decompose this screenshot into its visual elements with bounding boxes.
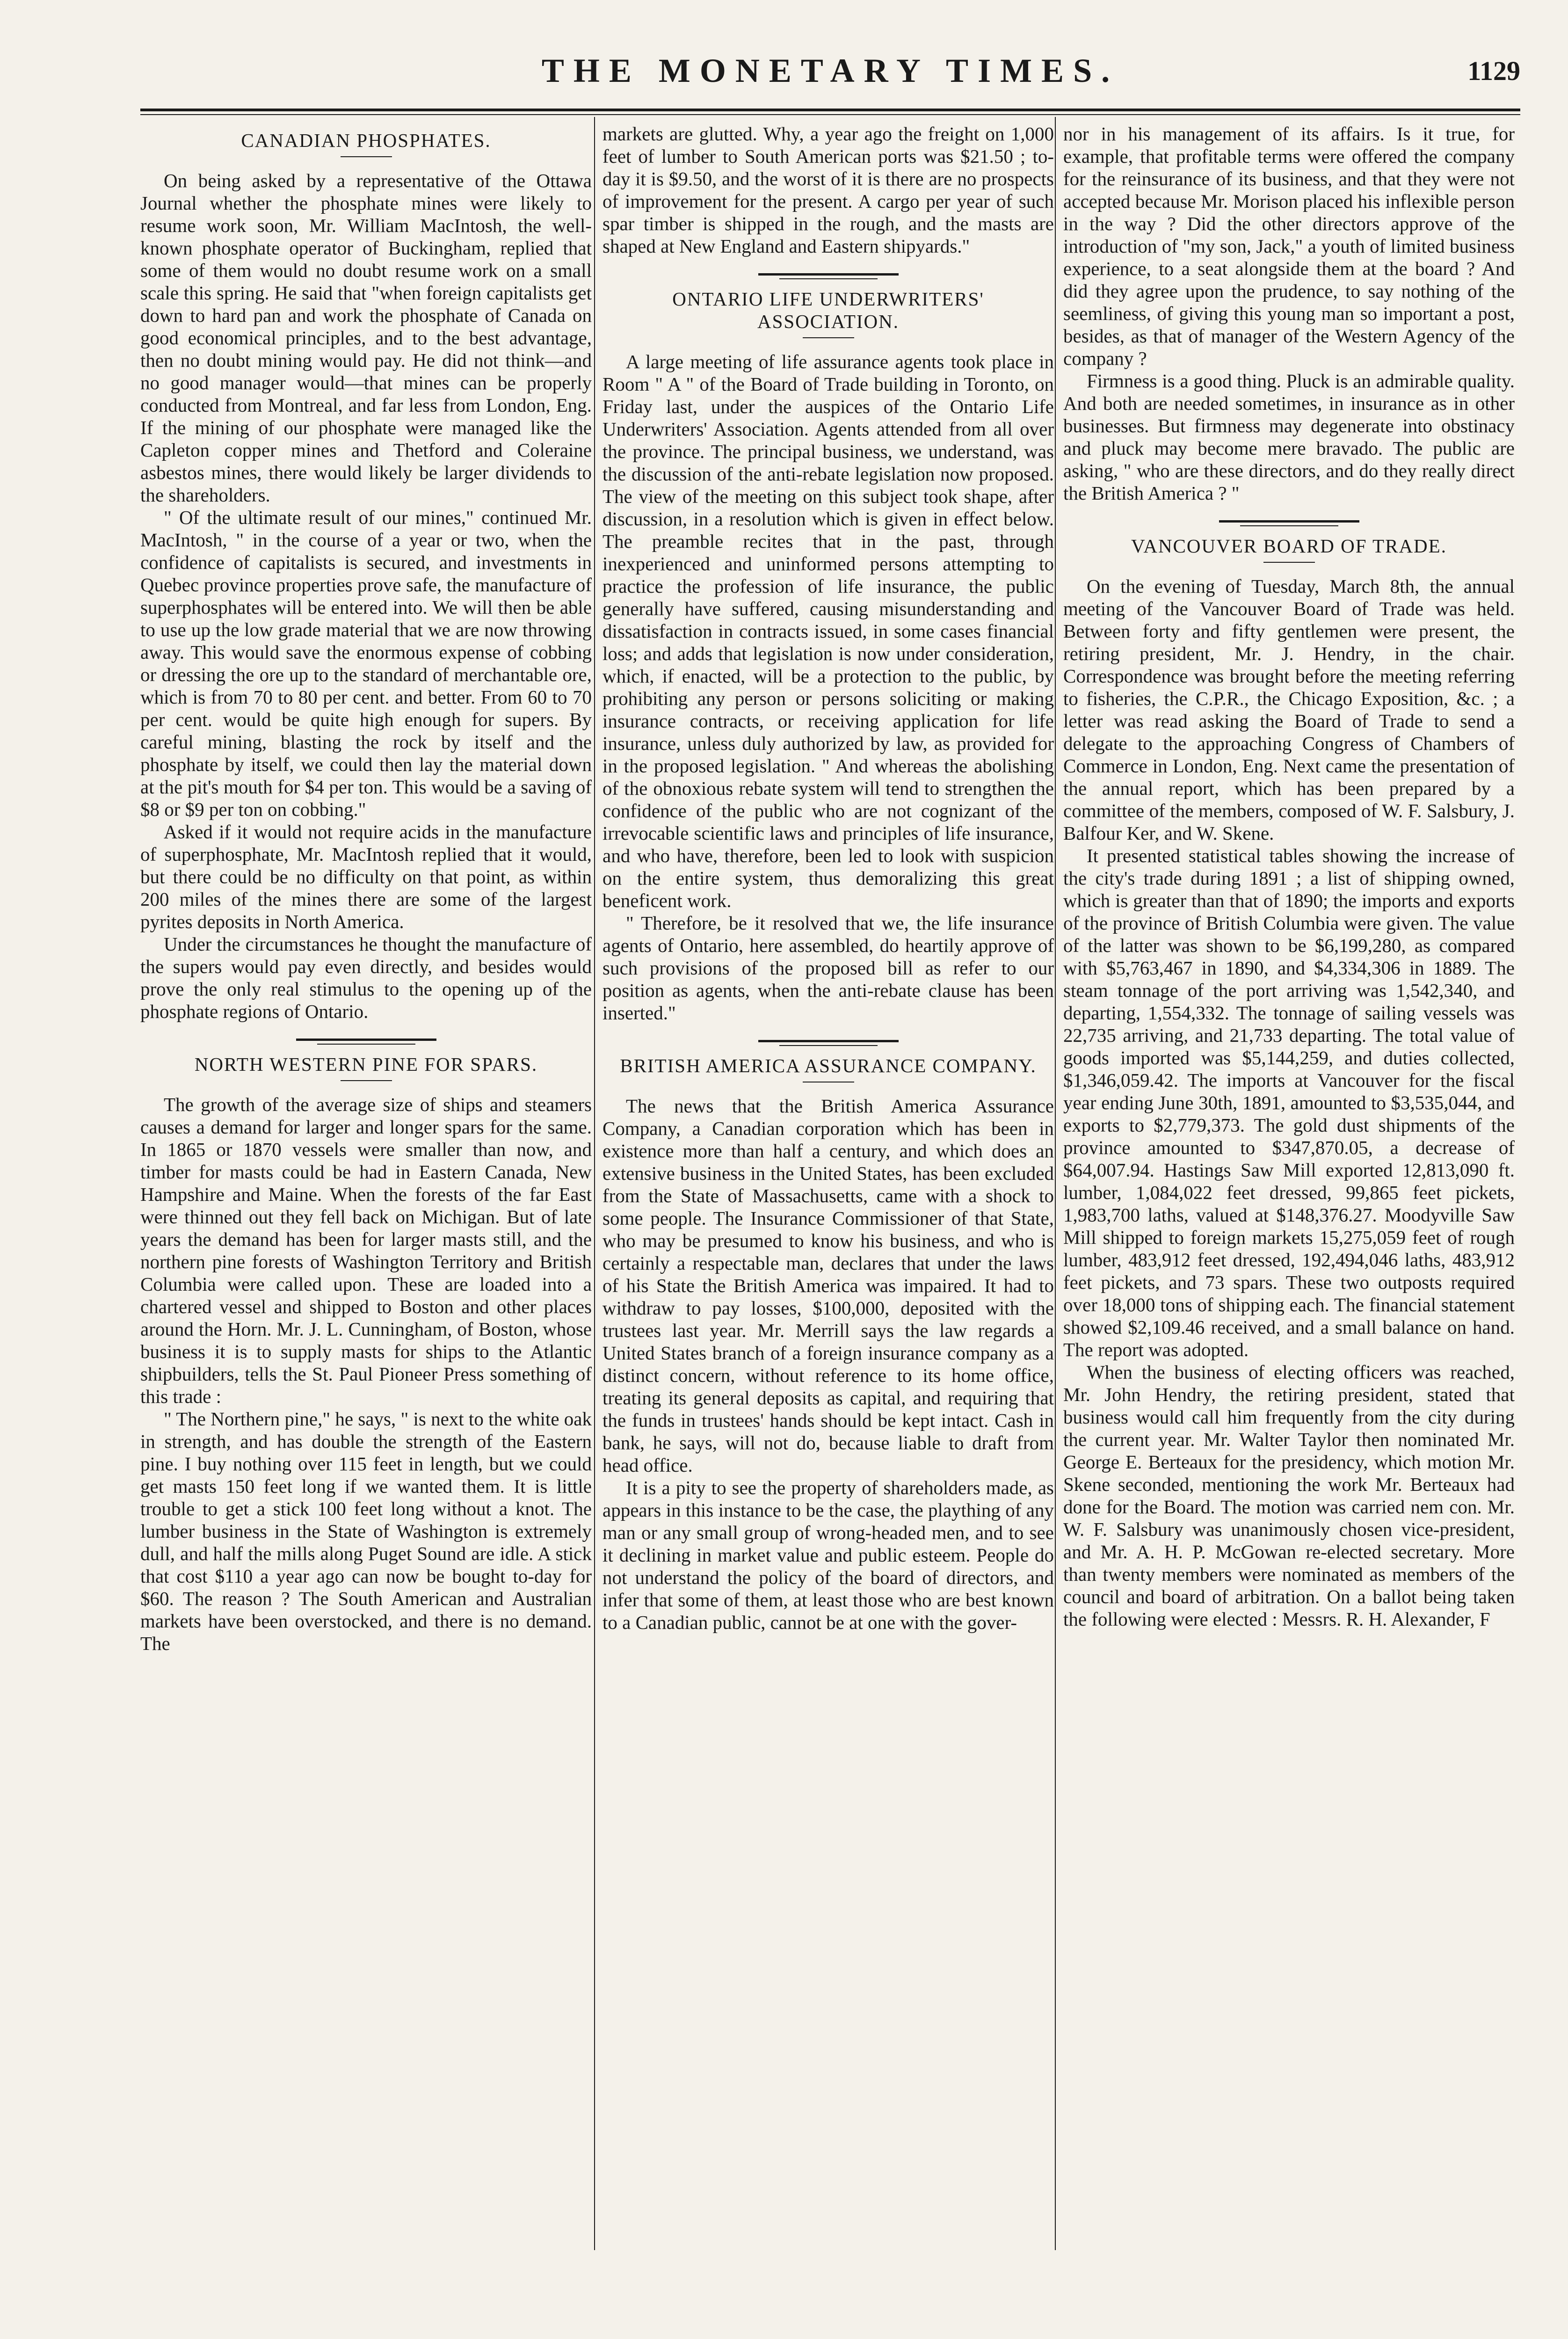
paragraph: It is a pity to see the property of shareholders made, as appears in this instance to be the case, the plaything of any man or any small group of wrong-headed men, and to see it declining in market value and public esteem. People do not understand the policy of the board of directors, and infer that some of them, at least those who are best known to a Canadian public, cannot be at one with the gover- xyxy=(603,1477,1054,1633)
paragraph: On being asked by a representative of the Ottawa Journal whether the phosphate mines were likely to resume work soon, Mr. William MacIntosh, the well-known phosphate operator of Buckingham, replied that some of them would no doubt resume work on a small scale this spring. He said that "when foreign capitalists get down to hard pan and work the phosphate of Canada on good economical principles, and to the best advantage, then no doubt mining would pay. He did not think—and no good manager would—that mines can be properly conducted from Montreal, and far less from London, Eng. If the mining of our phosphate were managed like the Capleton copper mines and Thetford and Coleraine asbestos mines, there would likely be larger dividends to the shareholders. xyxy=(140,170,592,506)
column-divider xyxy=(594,117,595,2250)
article-separator xyxy=(296,1039,436,1045)
paragraph: Asked if it would not require acids in the manufacture of superphosphate, Mr. MacIntosh replied that it would, but there could be no difficulty on that point, as within 200 miles of the mines there are some of the largest pyrites deposits in North America. xyxy=(140,821,592,932)
article-separator xyxy=(758,1040,899,1046)
paragraph: Under the circumstances he thought the manufacture of the supers would pay even directly, and besides would prove the only real stimulus to the opening up of the phosphate regions of Ontario. xyxy=(140,933,592,1022)
paragraph: The growth of the average size of ships and steamers causes a demand for larger and longer spars for the same. In 1865 or 1870 vessels were smaller than now, and timber for masts could be had in Eastern Canada, New Hampshire and Maine. When the forests of the far East were thinned out they fell back on Michigan. But of late years the demand has been for larger masts still, and the northern pine forests of Washington Territory and British Columbia were called upon. These are loaded into a chartered vessel and shipped to Boston and other places around the Horn. Mr. J. L. Cunningham, of Boston, whose business it is to supply masts for ships to the Atlantic shipbuilders, tells the St. Paul Pioneer Press something of this trade : xyxy=(140,1094,592,1407)
column-2 xyxy=(603,123,1054,2256)
paragraph: When the business of electing officers was reached, Mr. John Hendry, the retiring president, stated that business would call him frequently from the city during the current year. Mr. Walter Taylor then nominated Mr. George E. Berteaux for the presidency, which motion Mr. Skene seconded, mentioning the work Mr. Berteaux had done for the Board. The motion was carried nem con. Mr. W. F. Salsbury was unanimously chosen vice-president, and Mr. A. H. P. McGowan re-elected secretary. More than twenty members were nominated as members of the council and board of arbitration. On a ballot being taken the following were elected : Messrs. R. H. Alexander, F xyxy=(1063,1361,1515,1630)
paragraph: The news that the British America Assurance Company, a Canadian corporation which has been in existence more than half a century, and which does an extensive business in the United States, has been excluded from the State of Massachusetts, came with a shock to some people. The Insurance Commissioner of that State, who may be presumed to know his business, and who is certainly a respectable man, declares that under the laws of his State the British America was impaired. It had to withdraw to pay losses, $100,000, deposited with the trustees last year. Mr. Merrill says the law regards a United States branch of a foreign insurance company as a distinct concern, without reference to its home office, treating its general deposits as capital, and requiring that the funds in trustees' hands should be kept intact. Cash in bank, he says, will not do, because liable to draft from head office. xyxy=(603,1095,1054,1476)
paragraph: " Therefore, be it resolved that we, the life insurance agents of Ontario, here assembled, do heartily approve of such provisions of the proposed bill as refer to our position as agents, when the anti-rebate clause has been inserted." xyxy=(603,912,1054,1024)
paragraph: nor in his management of its affairs. Is it true, for example, that profitable terms were offered the company for the reinsurance of its business, and that they were not accepted because Mr. Morison placed his inflexible person in the way ? Did the other directors approve of the introduction of "my son, Jack," a youth of limited business experience, to a seat alongside them at the board ? And did they agree upon the prudence, to say nothing of the seemliness, of giving this young man so important a post, besides, as that of manager of the Western Agency of the company ? xyxy=(1063,123,1515,369)
article-heading: BRITISH AMERICA ASSURANCE COMPANY. xyxy=(620,1055,1037,1076)
article-separator xyxy=(758,273,899,279)
column-1 xyxy=(140,123,592,2256)
paragraph: Firmness is a good thing. Pluck is an admirable quality. And both are needed sometimes, in insurance as in other businesses. But firmness may degenerate into obstinacy and pluck may become mere bravado. The public are asking, " who are these directors, and do they really direct the British America ? " xyxy=(1063,370,1515,504)
heading-rule xyxy=(341,156,392,157)
column-divider xyxy=(1055,117,1056,2250)
masthead xyxy=(140,47,1520,108)
paragraph: " Of the ultimate result of our mines," continued Mr. MacIntosh, " in the course of a year or two, when the confidence of capitalists is secured, and investments in Quebec province properties prove safe, the manufacture of superphosphates will be entered into. We will then be able to use up the low grade material that we are now throwing away. This would save the enormous expense of cobbing or dressing the ore up to the standard of merchantable ore, which is from 70 to 80 per cent. and better. From 60 to 70 per cent. would be quite high enough for supers. By careful mining, blasting the rock by itself and the phosphate by itself, we could then lay the material down at the pit's mouth for $4 per ton. This would be a saving of $8 or $9 per ton on cobbing." xyxy=(140,507,592,820)
article-heading: VANCOUVER BOARD OF TRADE. xyxy=(1131,535,1447,557)
heading-rule xyxy=(341,1080,392,1081)
article-separator xyxy=(1219,520,1359,526)
heading-rule xyxy=(1263,562,1315,563)
header-rule xyxy=(140,109,1520,111)
publication-title: THE MONETARY TIMES. xyxy=(541,52,1119,89)
column-3 xyxy=(1063,123,1515,2256)
article-heading: NORTH WESTERN PINE FOR SPARS. xyxy=(194,1053,538,1075)
page-number: 1129 xyxy=(1467,56,1520,86)
heading-rule xyxy=(803,337,854,338)
article-heading: CANADIAN PHOSPHATES. xyxy=(241,130,491,151)
article-heading: ONTARIO LIFE UNDERWRITERS' ASSOCIATION. xyxy=(672,288,984,332)
paragraph: " The Northern pine," he says, " is next to the white oak in strength, and has double the strength of the Eastern pine. I buy nothing over 115 feet in length, but we could get masts 150 feet long if we wanted them. It is little trouble to get a stick 100 feet long without a knot. The lumber business in the State of Washington is extremely dull, and half the mills along Puget Sound are idle. A stick that cost $110 a year ago can now be bought to-day for $60. The reason ? The South American and Australian markets have been overstocked, and there is no demand. The xyxy=(140,1408,592,1654)
paragraph: A large meeting of life assurance agents took place in Room " A " of the Board of Trade building in Toronto, on Friday last, under the auspices of the Ontario Life Underwriters' Association. Agents attended from all over the province. The principal business, we understand, was the discussion of the anti-rebate legislation now proposed. The view of the meeting on this subject took shape, after discussion, in a resolution which is given in effect below. The preamble recites that in the past, through inexperienced and uninformed persons attempting to practice the profession of life insurance, the public generally have suffered, causing misunderstanding and dissatisfaction in contracts issued, in some cases financial loss; and adds that legislation is now under consideration, which, if enacted, will be a protection to the public, by prohibiting any person or persons soliciting or making insurance contracts, or receiving application for life insurance, unless duly authorized by law, as provided for in the proposed legislation. " And whereas the abolishing of the obnoxious rebate system will tend to strengthen the confidence of the public who are not cognizant of the irrevocable scientific laws and principles of life insurance, and who have, therefore, been led to look with suspicion on the entire system, thus demoralizing this great beneficent work. xyxy=(603,351,1054,911)
paragraph: On the evening of Tuesday, March 8th, the annual meeting of the Vancouver Board of Trade was held. Between forty and fifty gentlemen were present, the retiring president, Mr. J. Hendry, in the chair. Correspondence was brought before the meeting referring to fisheries, the C.P.R., the Chicago Exposition, &c. ; a letter was read asking the Board of Trade to send a delegate to the approaching Congress of Chambers of Commerce in London, Eng. Next came the presentation of the annual report, which has been prepared by a committee of the members, composed of W. F. Salsbury, J. Balfour Ker, and W. Skene. xyxy=(1063,575,1515,844)
paragraph: It presented statistical tables showing the increase of the city's trade during 1891 ; a list of shipping owned, which is greater than that of 1890; the imports and exports of the province of British Columbia were given. The value of the latter was shown to be $6,199,280, as compared with $5,763,467 in 1890, and $4,334,306 in 1889. The steam tonnage of the port arriving was 1,542,340, and departing, 1,554,332. The tonnage of sailing vessels was 22,735 arriving, and 21,733 departing. The total value of goods imported was $5,144,259, and duties collected, $1,346,059.42. The imports at Vancouver for the fiscal year ending June 30th, 1891, amounted to $3,535,044, and exports to $2,779,373. The gold dust shipments of the province amounted to $347,870.05, a decrease of $64,007.94. Hastings Saw Mill exported 12,813,090 ft. lumber, 1,084,022 feet dressed, 99,865 feet pickets, 1,983,700 laths, valued at $148,376.27. Moodyville Saw Mill shipped to foreign markets 15,275,059 feet of rough lumber, 483,912 feet dressed, 192,494,046 laths, 483,912 feet pickets, and 73 spars. These two outposts required over 18,000 tons of shipping each. The financial statement showed $2,109.46 received, and a small balance on hand. The report was adopted. xyxy=(1063,845,1515,1360)
paragraph: markets are glutted. Why, a year ago the freight on 1,000 feet of lumber to South American ports was $21.50 ; to-day it is $9.50, and the worst of it is there are no prospects of improvement for the present. A cargo per year of such spar timber is shipped in the rough, and the masts are shaped at New England and Eastern shipyards." xyxy=(603,123,1054,257)
header-rule-thin xyxy=(140,114,1520,115)
